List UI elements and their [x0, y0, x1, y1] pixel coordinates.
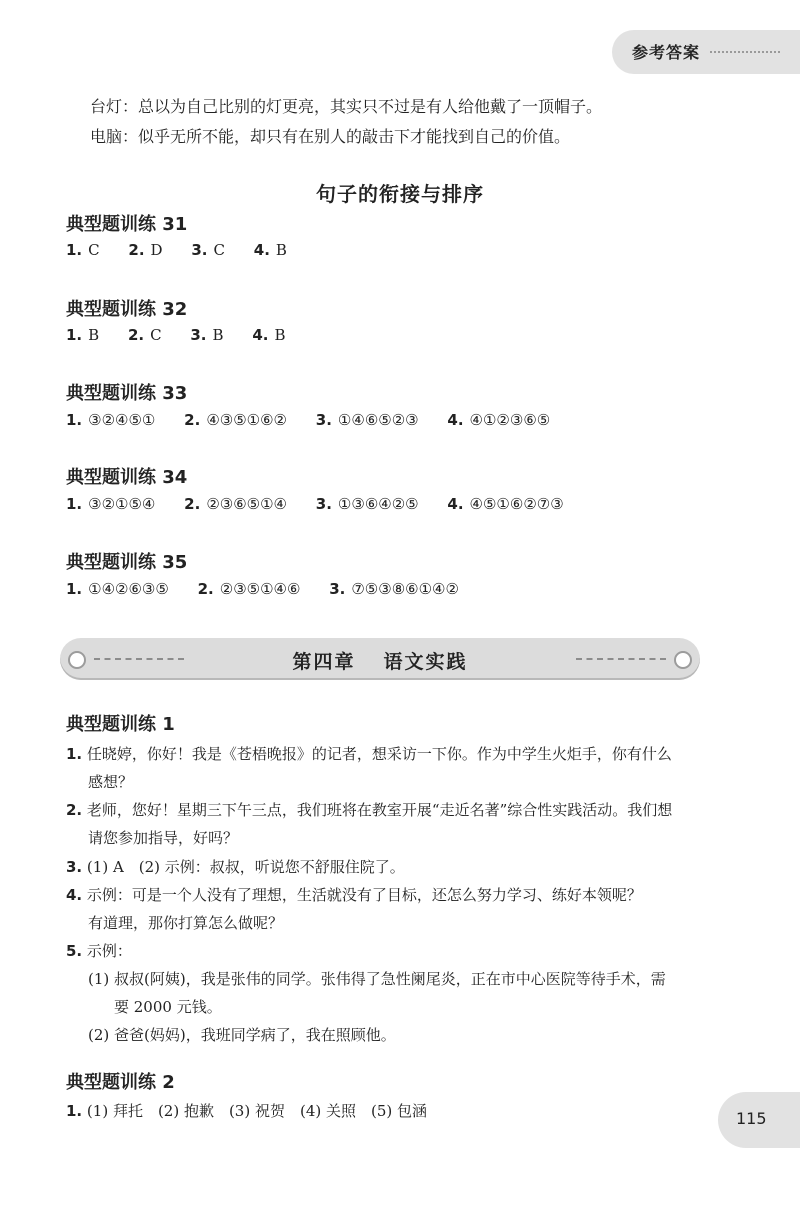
- item-number: 4.: [66, 886, 83, 904]
- answer-value: ③②④⑤①: [88, 411, 156, 429]
- answer-number: 3.: [315, 411, 332, 429]
- drill1-item-3: [66, 856, 405, 878]
- answer-value: ⑦⑤③⑧⑥①④②: [351, 580, 459, 598]
- chapter-title: [60, 647, 700, 674]
- chapter-name: 语文实践: [383, 651, 468, 673]
- intro-line-computer: 电脑：似乎无所不能，却只有在别人的敲击下才能找到自己的价值。: [90, 127, 571, 146]
- answer-value: ②③⑤①④⑥: [219, 580, 301, 598]
- answer-number: 4.: [252, 326, 269, 344]
- drill-title-34: 典型题训练 34: [66, 467, 188, 488]
- section-title: 句子的衔接与排序: [316, 182, 484, 206]
- chapter-part: 第四章: [292, 651, 356, 673]
- item-number: 1.: [66, 745, 83, 763]
- answer-value: C: [213, 241, 225, 259]
- item-text: 示例：: [86, 942, 132, 960]
- drill-title-32: 典型题训练 32: [66, 299, 188, 320]
- drill1-title: 典型题训练 1: [66, 714, 175, 735]
- header-label: 参考答案: [632, 43, 701, 62]
- answer-number: 1.: [66, 326, 83, 344]
- drill1-item-1-cont: 感想？: [88, 773, 134, 791]
- drill1-item-5: [66, 940, 132, 962]
- drill1-item-1: [66, 743, 672, 765]
- answer-number: 2.: [127, 326, 145, 344]
- answer-line-31: [66, 241, 287, 259]
- answer-value: C: [88, 241, 100, 259]
- answer-number: 2.: [184, 495, 201, 513]
- answer-number: 3.: [190, 326, 207, 344]
- answer-line-34: [66, 495, 564, 513]
- answer-number: 2.: [184, 411, 201, 429]
- header-dotted-rule: [710, 51, 780, 53]
- answer-line-35: [66, 580, 459, 598]
- answer-value: D: [150, 241, 163, 259]
- drill1-item-5-sub-1-cont: 要 2000 元钱。: [114, 998, 222, 1016]
- answer-value: B: [274, 326, 286, 344]
- answer-line-33: [66, 411, 550, 429]
- drill1-item-2-cont: 请您参加指导，好吗？: [88, 829, 239, 847]
- answer-number: 1.: [66, 495, 83, 513]
- drill1-item-4: [66, 884, 642, 906]
- answer-number: 3.: [329, 580, 346, 598]
- answer-value: B: [88, 326, 100, 344]
- item-number: 5.: [66, 942, 83, 960]
- answer-number: 4.: [447, 495, 464, 513]
- answer-line-32: [66, 326, 285, 344]
- page-number: 115: [736, 1109, 767, 1128]
- drill1-item-5-sub-1: (1) 叔叔(阿姨)，我是张伟的同学。张伟得了急性阑尾炎，正在市中心医院等待手术，需: [88, 970, 666, 988]
- item-text: 任晓婷，你好！我是《苍梧晚报》的记者，想采访一下你。作为中学生火炬手，你有什么: [86, 745, 672, 763]
- answer-value: ①④⑥⑤②③: [337, 411, 419, 429]
- drill1-item-5-sub-2: (2) 爸爸(妈妈)，我班同学病了，我在照顾他。: [88, 1026, 396, 1044]
- answer-value: ①③⑥④②⑤: [337, 495, 419, 513]
- drill2-item-1: [66, 1100, 427, 1122]
- item-text: 老师，您好！星期三下午三点，我们班将在教室开展“走近名著”综合性实践活动。我们想: [86, 801, 673, 819]
- drill-title-35: 典型题训练 35: [66, 552, 188, 573]
- answer-number: 4.: [447, 411, 464, 429]
- drill2-title: 典型题训练 2: [66, 1072, 175, 1093]
- item-text: (1) A (2) 示例：叔叔，听说您不舒服住院了。: [86, 858, 405, 876]
- item-number: 3.: [66, 858, 83, 876]
- answer-number: 2.: [128, 241, 145, 259]
- intro-line-lamp: 台灯：总以为自己比别的灯更亮，其实只不过是有人给他戴了一顶帽子。: [90, 97, 603, 116]
- item-text: 示例：可是一个人没有了理想，生活就没有了目标，还怎么努力学习、练好本领呢？: [86, 886, 642, 904]
- drill-title-33: 典型题训练 33: [66, 383, 188, 404]
- answer-value: B: [275, 241, 287, 259]
- drill-title-31: 典型题训练 31: [66, 214, 188, 235]
- answer-number: 1.: [66, 241, 83, 259]
- item-number: 2.: [66, 801, 83, 819]
- answer-value: ④①②③⑥⑤: [469, 411, 551, 429]
- item-number: 1.: [66, 1102, 83, 1120]
- answer-value: ④⑤①⑥②⑦③: [469, 495, 564, 513]
- item-text: (1) 拜托 (2) 抱歉 (3) 祝贺 (4) 关照 (5) 包涵: [86, 1102, 428, 1120]
- answer-value: ②③⑥⑤①④: [206, 495, 287, 513]
- drill1-item-4-cont: 有道理，那你打算怎么做呢？: [88, 914, 284, 932]
- answer-number: 3.: [315, 495, 332, 513]
- drill1-item-2: [66, 799, 672, 821]
- chapter-banner: [60, 638, 700, 680]
- answer-number: 4.: [253, 241, 270, 259]
- answer-value: ④③⑤①⑥②: [206, 411, 287, 429]
- answer-value: ③②①⑤④: [88, 495, 156, 513]
- answer-value: C: [150, 326, 162, 344]
- answer-number: 2.: [197, 580, 214, 598]
- answer-number: 3.: [191, 241, 208, 259]
- answer-value: ①④②⑥③⑤: [88, 580, 169, 598]
- answer-value: B: [212, 326, 224, 344]
- answer-number: 1.: [66, 580, 83, 598]
- answer-number: 1.: [66, 411, 83, 429]
